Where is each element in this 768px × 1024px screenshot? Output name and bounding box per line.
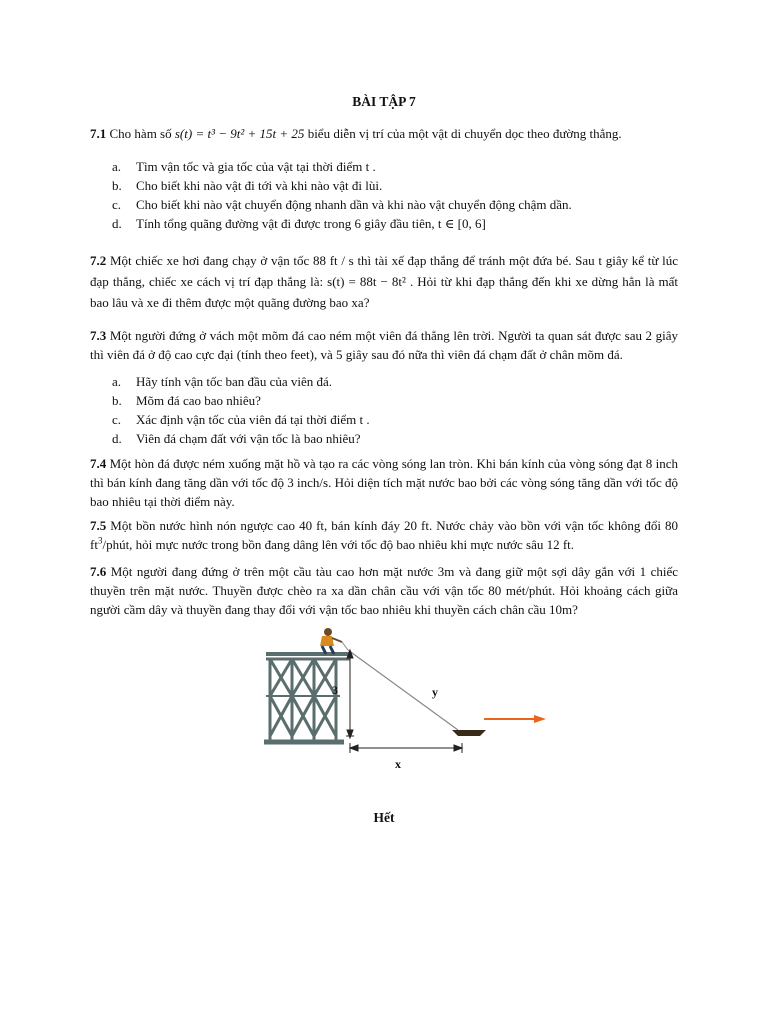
rope-line [348,650,458,730]
rope-label: y [432,685,438,699]
distance-dimension [350,743,462,753]
problem-7-3 [90,326,678,364]
problem-number: 7.6 [90,564,107,579]
boat-icon [452,730,486,736]
problem-lead: Cho hàm số [109,126,172,141]
rope-hold [342,642,348,650]
problem-number: 7.4 [90,456,107,471]
distance-label: x [395,757,401,771]
sub-question: d. Viên đá chạm đất với vận tốc là bao nhiêu? [112,431,361,446]
page-title: BÀI TẬP 7 [352,94,416,109]
sub-question-list [112,372,672,448]
dock-boat-figure [262,626,552,776]
problem-text: Một bồn nước hình nón ngược cao 40 ft, bán kính đáy 20 ft. Nước chảy vào bồn với vận tốc không đổi 80 $ft^3$/phút, hỏi mực nước trong bồn đang dâng lên với tốc độ bao nhiêu khi mực nước sâu 12 ft. [90,518,678,552]
sub-question: d. Tính tổng quãng đường vật đi được trong 6 giây đầu tiên, t ∈ [0, 6] [112,216,486,231]
problem-7-5 [90,516,678,554]
formula: s(t) = t³ − 9t² + 15t + 25 [174,126,305,141]
problem-7-4 [90,454,678,511]
sub-question-list [112,157,672,233]
sub-question: c. Xác định vận tốc của viên đá tại thời điểm t . [112,412,370,427]
end-label: Hết [373,810,395,825]
problem-text: Một người đang đứng ở trên một cầu tàu cao hơn mặt nước 3m và đang giữ một sợi dây gắn với 1 chiếc thuyền trên mặt nước. Thuyền được chèo ra xa dần chân cầu với vận tốc 80 mét/phút. Hỏi khoảng cách giữa người cầm dây và thuyền đang thay đổi với vận tốc bao nhiêu khi thuyền cách chân cầu 10m? [90,564,678,617]
height-label: 3 [332,683,338,697]
sub-question: b. Mõm đá cao bao nhiêu? [112,393,261,408]
problem-number: 7.5 [90,518,107,533]
problem-number: 7.1 [90,126,107,141]
sub-question: c. Cho biết khi nào vật chuyển động nhanh dần và khi nào vật chuyển động chậm dần. [112,197,572,212]
sub-question: b. Cho biết khi nào vật đi tới và khi nào vật đi lùi. [112,178,383,193]
problem-text: Một người đứng ở vách một mõm đá cao ném một viên đá thẳng lên trời. Người ta quan sát được sau 2 giây thì viên đá ở độ cao cực đại (tính theo feet), và 5 giây sau đó nữa thì viên đá chạm đất ở chân mõm đá. [90,328,678,362]
sub-question: a. Tìm vận tốc và gia tốc của vật tại thời điểm t . [112,159,376,174]
problem-7-6 [90,562,678,619]
height-dimension [346,650,354,738]
sub-question: a. Hãy tính vận tốc ban đầu của viên đá. [112,374,333,389]
problem-number: 7.3 [90,328,107,343]
pier-structure [264,654,350,744]
motion-arrow [484,715,546,723]
person-figure [320,628,342,654]
problem-number: 7.2 [90,253,107,268]
problem-text: Một chiếc xe hơi đang chạy ở vận tốc 88 ft / s thì tài xế đạp thắng để tránh một đứa bé. Sau t giây kể từ lúc đạp thắng, chiếc xe cách vị trí đạp thắng là: s(t) = 88t − 8t² . Hỏi từ khi đạp thắng đến khi xe dừng hẳn là mất bao lâu và xe đi thêm được một quãng đường bao xa? [90,253,679,310]
problem-text: biểu diễn vị trí của một vật di chuyển dọc theo đường thẳng. [307,126,622,141]
problem-7-2 [90,250,678,313]
problem-7-1 [90,124,678,143]
problem-text: Một hòn đá được ném xuống mặt hồ và tạo ra các vòng sóng lan tròn. Khi bán kính của vòng sóng đạt 8 inch thì bán kính đang tăng dần với tốc độ 3 inch/s. Hỏi diện tích mặt nước bao bởi các vòng sóng tăng dần với tốc độ bao nhiêu tại thời điểm này. [90,456,678,509]
